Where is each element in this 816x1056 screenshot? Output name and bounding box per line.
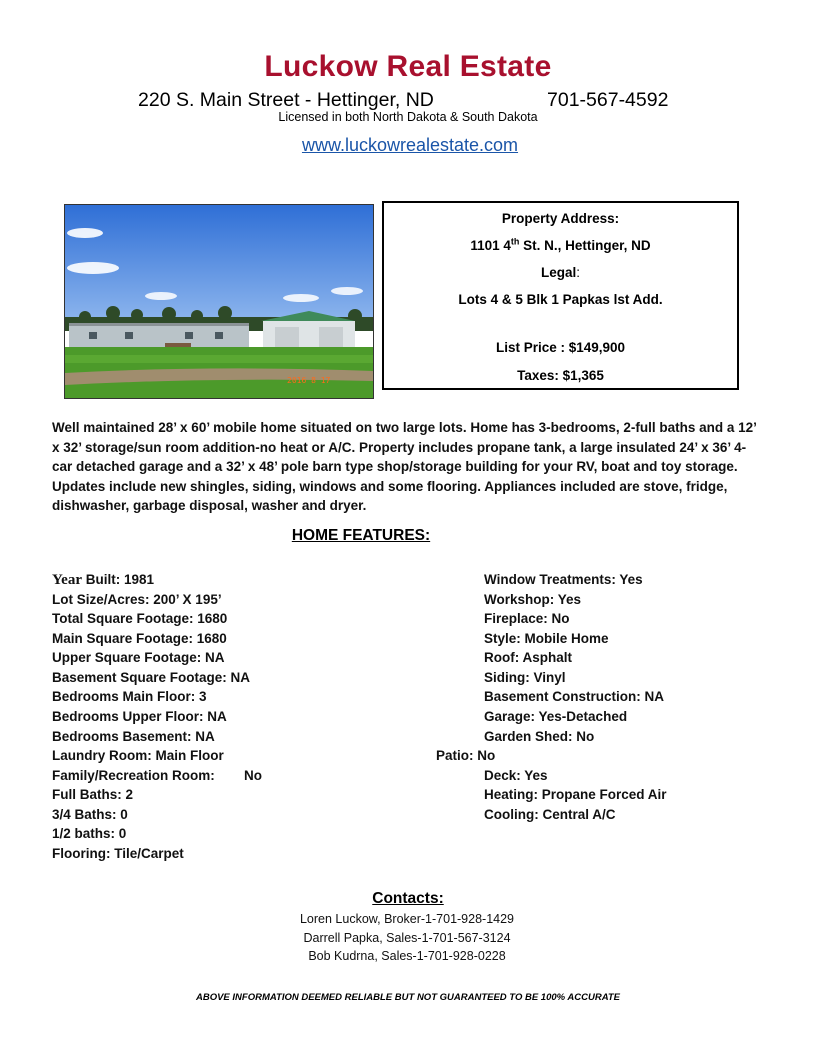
feature-family-room-value: No [244,768,262,783]
feature-main-sqft: Main Square Footage: 1680 [52,631,227,646]
contact-sales-kudrna: Bob Kudrna, Sales-1-701-928-0228 [308,949,506,963]
legal-label: Legal: [540,265,581,280]
property-info-box [382,201,739,390]
contact-sales-papka: Darrell Papka, Sales-1-701-567-3124 [303,931,511,945]
feature-bedrooms-basement: Bedrooms Basement: NA [52,729,215,744]
feature-heating: Heating: Propane Forced Air [484,787,667,802]
address-label: Property Address: [501,211,620,226]
feature-total-sqft: Total Square Footage: 1680 [52,611,228,626]
feature-basement-construction: Basement Construction: NA [484,689,665,704]
feature-three-quarter-baths: 3/4 Baths: 0 [52,807,128,822]
feature-upper-sqft: Upper Square Footage: NA [52,650,225,665]
license-note: Licensed in both North Dakota & South Dakota [278,110,538,124]
features-heading: HOME FEATURES: [291,527,431,544]
feature-siding: Siding: Vinyl [484,670,566,685]
feature-laundry: Laundry Room: Main Floor [52,748,224,763]
photo-date-stamp: 2016 8 17 [287,376,331,385]
legal-description: Lots 4 & 5 Blk 1 Papkas lst Add. [458,292,663,307]
disclaimer: ABOVE INFORMATION DEEMED RELIABLE BUT NOT GUARANTEED TO BE 100% ACCURATE [195,992,620,1003]
feature-garden-shed: Garden Shed: No [484,729,595,744]
company-name: Luckow Real Estate [264,50,552,83]
property-photo [64,204,374,399]
feature-flooring: Flooring: Tile/Carpet [52,846,184,861]
feature-lot-size: Lot Size/Acres: 200’ X 195’ [52,592,222,607]
feature-half-baths: 1/2 baths: 0 [52,826,127,841]
feature-deck: Deck: Yes [484,768,548,783]
feature-workshop: Workshop: Yes [484,592,582,607]
feature-cooling: Cooling: Central A/C [484,807,616,822]
feature-full-baths: Full Baths: 2 [52,787,134,802]
feature-roof: Roof: Asphalt [484,650,572,665]
website-link[interactable]: www.luckowrealestate.com [301,135,519,155]
feature-year-built: Year Built: 1981 [52,572,155,588]
feature-window-treatments: Window Treatments: Yes [484,572,643,587]
office-phone: 701-567-4592 [547,89,669,111]
property-address: 1101 4th St. N., Hettinger, ND [470,236,651,253]
feature-family-room: Family/Recreation Room: [52,768,215,783]
feature-bedrooms-main: Bedrooms Main Floor: 3 [52,689,207,704]
feature-style: Style: Mobile Home [484,631,609,646]
feature-patio: Patio: No [436,748,496,763]
feature-garage: Garage: Yes-Detached [484,709,628,724]
contact-broker: Loren Luckow, Broker-1-701-928-1429 [299,912,515,926]
property-description: Well maintained 28’ x 60’ mobile home situated on two large lots. Home has 3-bedrooms, 2-full baths and a 12’ x 32’ storage/sun room addition-no heat or A/C. Property includes propane tank, a large insulated 24’ x 36’ 4- car detached garage and a 32’ x 48’ pole barn type shop/storage building for your RV, boat and toy storage. Updates include new shingles, siding, windows and some flooring. Appliances included are stove, fridge, dishwasher, garbage disposal, washer and dryer. [52,420,757,514]
feature-bedrooms-upper: Bedrooms Upper Floor: NA [52,709,227,724]
list-price: List Price : $149,900 [495,340,626,355]
office-address: 220 S. Main Street - Hettinger, ND [138,89,434,111]
taxes: Taxes: $1,365 [517,368,604,383]
contacts-heading: Contacts: [372,890,444,907]
feature-basement-sqft: Basement Square Footage: NA [52,670,251,685]
feature-fireplace: Fireplace: No [484,611,570,626]
